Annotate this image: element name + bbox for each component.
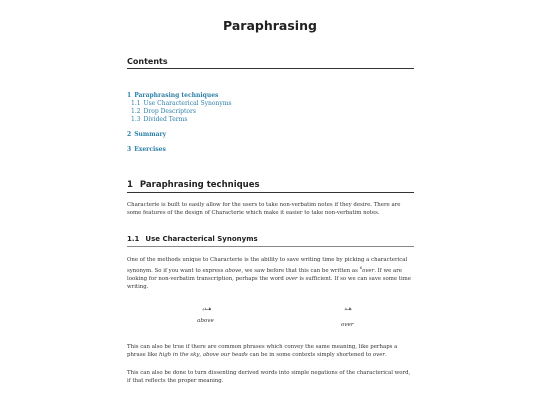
negation-paragraph: This can also be done to turn dissenting derived words into simple negations of the characterical word, if that reflects the proper meaning. bbox=[127, 370, 411, 384]
subsection-number: 1.1 bbox=[127, 235, 140, 243]
toc-entry-paraphrasing-techniques[interactable] bbox=[127, 92, 414, 100]
toc-entry-number: 2 bbox=[127, 131, 132, 138]
text-run: . If we are looking for non-verbatim transcription, perhaps the word bbox=[127, 267, 402, 282]
toc-entry-number: 1.2 bbox=[131, 108, 141, 115]
toc-entry-label: Exercises bbox=[134, 146, 166, 153]
phrases-paragraph bbox=[127, 343, 414, 359]
subsection-heading bbox=[127, 235, 414, 247]
toc-entry-use-characterical-synonyms[interactable] bbox=[131, 100, 414, 108]
characterie-glyph-above: ﻫـﺪﺑ bbox=[202, 306, 212, 312]
toc-entry-label: Divided Terms bbox=[143, 116, 188, 123]
emphasis-word: over bbox=[372, 352, 385, 358]
glyph-caption-over: over bbox=[341, 322, 354, 328]
emphasis-word: over bbox=[285, 275, 298, 282]
toc-entry-number: 1 bbox=[127, 92, 132, 99]
synonym-paragraph bbox=[127, 256, 414, 291]
text-run: One of the methods unique to Characterie is the ability to save writing time by picking a characterical synonym. So if you want to express bbox=[127, 257, 408, 274]
subsection-title: Use Characterical Synonyms bbox=[145, 235, 258, 243]
emphasis-phrase: above our heads bbox=[202, 352, 248, 358]
toc-entry-exercises[interactable] bbox=[127, 146, 414, 154]
toc-entry-summary[interactable] bbox=[127, 131, 414, 139]
emphasis-word: above bbox=[225, 267, 242, 274]
text-run: This can also be true if there are common phrases which convey the same meaning, like perhaps a phrase like bbox=[127, 344, 398, 358]
footnote-marker[interactable]: 6 bbox=[359, 265, 363, 270]
section-intro-paragraph: Characterie is built to easily allow for the users to take non-verbatim notes if they desire. There are some features of the design of Characterie which make it easier to take non-verbatim notes. bbox=[127, 202, 401, 216]
toc-entry-label: Paraphrasing techniques bbox=[134, 92, 219, 99]
characterie-glyph-over: ﻫـﺪ bbox=[344, 306, 352, 312]
contents-heading: Contents bbox=[127, 57, 414, 69]
table-of-contents bbox=[127, 92, 414, 154]
toc-spacer bbox=[127, 124, 414, 131]
section-title: Paraphrasing techniques bbox=[139, 180, 260, 190]
toc-entry-label: Summary bbox=[134, 131, 167, 138]
section-number: 1 bbox=[127, 180, 133, 190]
toc-entry-divided-terms[interactable] bbox=[131, 116, 414, 124]
glyph-caption-above: above bbox=[197, 318, 214, 324]
text-run: , we saw before that this can be written as bbox=[241, 267, 360, 274]
toc-entry-drop-descriptors[interactable] bbox=[131, 108, 414, 116]
toc-entry-label: Use Characterical Synonyms bbox=[143, 100, 232, 107]
toc-entry-number: 1.3 bbox=[131, 116, 141, 123]
text-run: , bbox=[199, 352, 203, 358]
emphasis-phrase: high in the sky bbox=[159, 352, 200, 358]
text-run: can be in some contexts simply shortened to bbox=[247, 352, 373, 358]
section-heading bbox=[127, 180, 414, 193]
toc-entry-number: 3 bbox=[127, 146, 132, 153]
text-run: . bbox=[384, 352, 387, 358]
toc-entry-label: Drop Descriptors bbox=[143, 108, 196, 115]
toc-spacer bbox=[127, 139, 414, 146]
document-title: Paraphrasing bbox=[223, 18, 317, 33]
toc-entry-number: 1.1 bbox=[131, 100, 141, 107]
emphasis-word: over bbox=[362, 267, 375, 274]
text-run: is sufficient. If so we can save some time writing. bbox=[127, 275, 411, 290]
